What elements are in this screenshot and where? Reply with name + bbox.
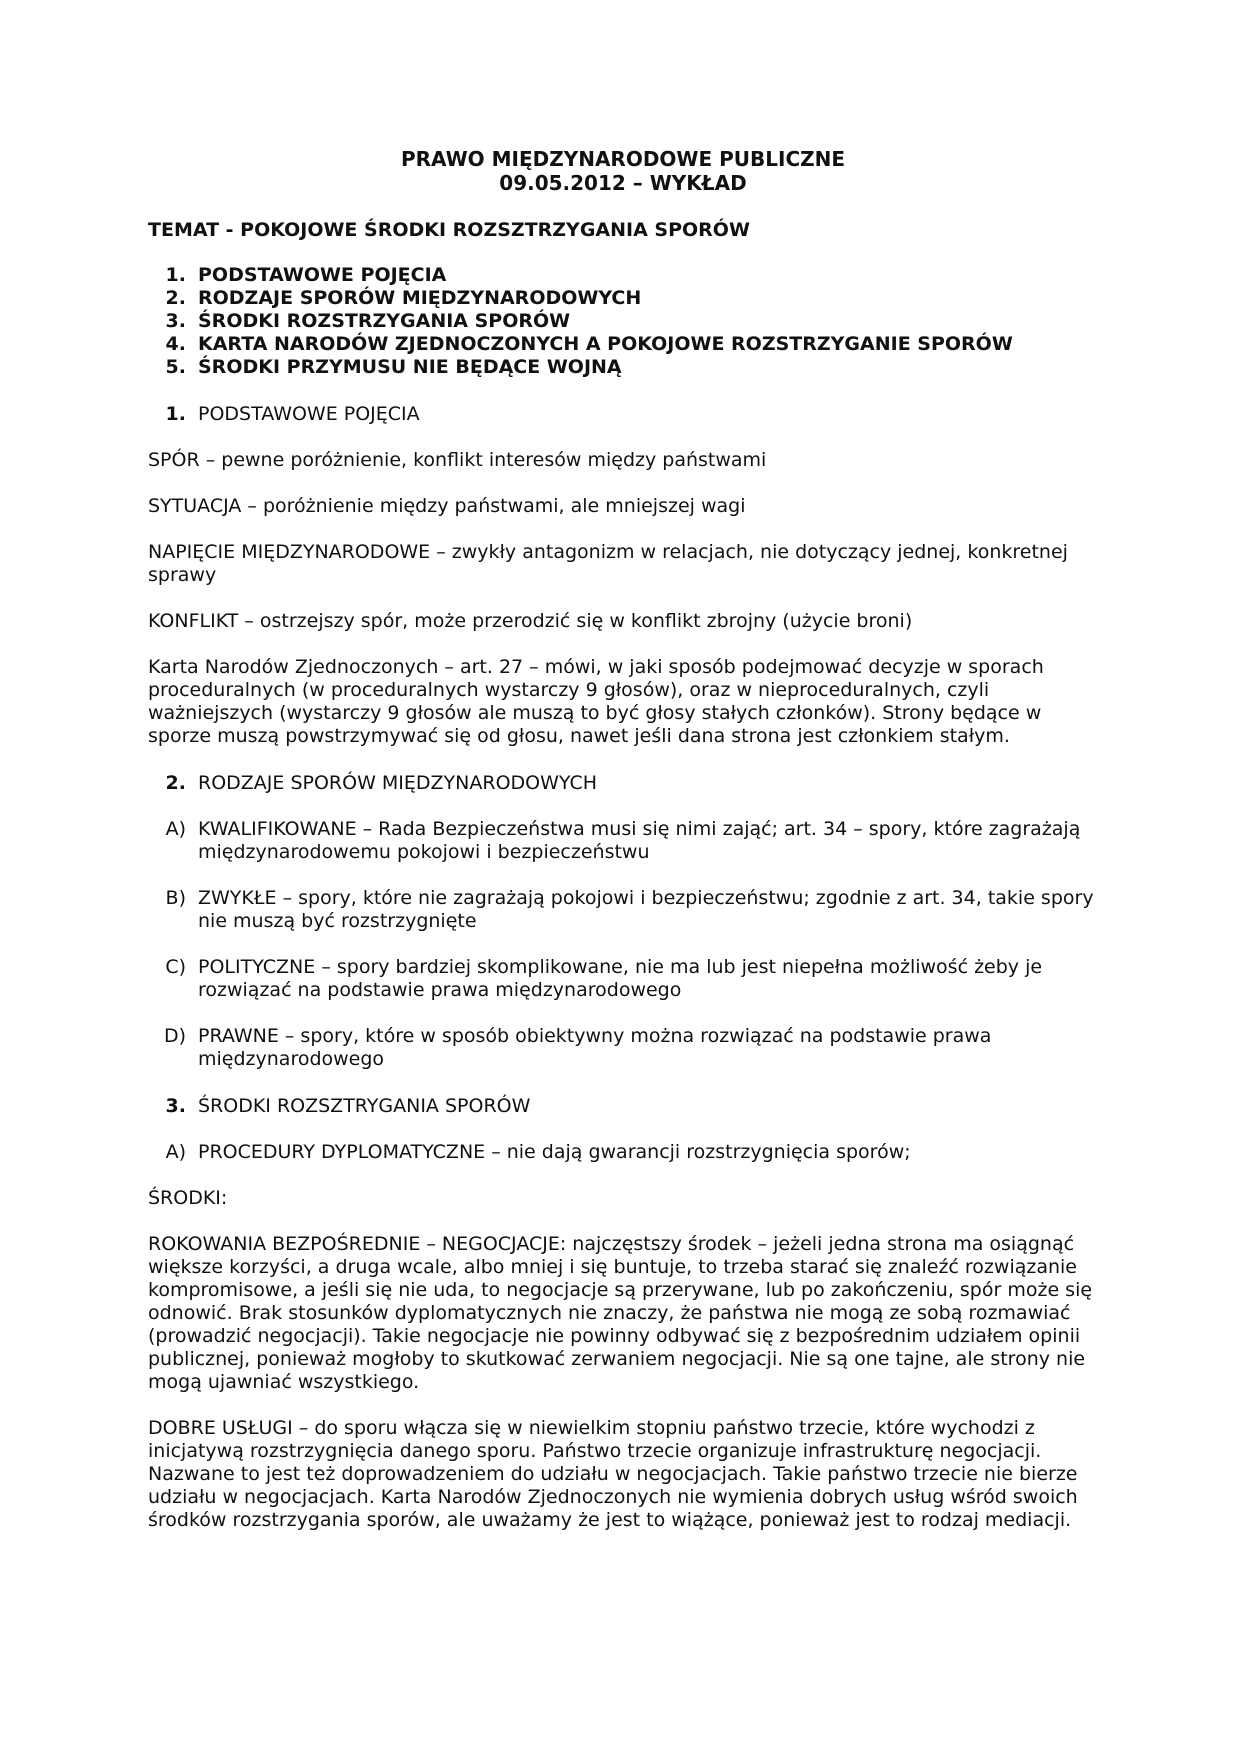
list-item [148, 887, 1098, 933]
list-letter: A) [165, 1141, 186, 1163]
toc-item [148, 333, 1098, 356]
list-text: PROCEDURY DYPLOMATYCZNE – nie dają gwarancji rozstrzygnięcia sporów; [198, 1141, 911, 1163]
section-number: 1. [165, 403, 186, 425]
list-letter: D) [163, 1025, 186, 1047]
section-heading [148, 403, 1098, 426]
list-text: KWALIFIKOWANE – Rada Bezpieczeństwa musi się nimi zająć; art. 34 – spory, które zagrażają międzynarodowemu pokojowi i bezpieczeństwu [198, 818, 1081, 863]
toc-label: PODSTAWOWE POJĘCIA [198, 264, 447, 286]
document-topic: TEMAT - POKOJOWE ŚRODKI ROZSZTRZYGANIA SPORÓW [148, 219, 750, 241]
list-letter: A) [165, 818, 186, 840]
list-item [148, 1141, 1098, 1164]
toc-number: 1. [165, 264, 186, 286]
toc-number: 4. [165, 333, 186, 355]
definition-paragraph: SPÓR – pewne poróżnienie, konflikt interesów między państwami [148, 449, 767, 471]
toc-item [148, 287, 1098, 310]
toc-label: ŚRODKI PRZYMUSU NIE BĘDĄCE WOJNĄ [198, 356, 622, 378]
list-item [148, 818, 1098, 864]
table-of-contents [148, 264, 1098, 379]
list-letter: C) [165, 956, 186, 978]
toc-number: 3. [165, 310, 186, 332]
toc-label: ŚRODKI ROZSTRZYGANIA SPORÓW [198, 310, 571, 332]
list-text: POLITYCZNE – spory bardziej skomplikowane, nie ma lub jest niepełna możliwość żeby je rozwiązać na podstawie prawa międzynarodowego [198, 956, 1043, 1001]
toc-item [148, 264, 1098, 287]
document-title: PRAWO MIĘDZYNARODOWE PUBLICZNE [400, 147, 846, 171]
list-text: PRAWNE – spory, które w sposób obiektywny można rozwiązać na podstawie prawa międzynarodowego [198, 1025, 992, 1070]
means-label: ŚRODKI: [148, 1187, 228, 1209]
toc-number: 2. [165, 287, 186, 309]
definition-paragraph: SYTUACJA – poróżnienie między państwami, ale mniejszej wagi [148, 495, 746, 517]
section-title: ŚRODKI ROZSZTRYGANIA SPORÓW [198, 1095, 531, 1117]
toc-item [148, 310, 1098, 333]
section-number: 2. [165, 772, 186, 794]
list-item [148, 1025, 1098, 1071]
toc-item [148, 356, 1098, 379]
body-paragraph: Karta Narodów Zjednoczonych – art. 27 – mówi, w jaki sposób podejmować decyzje w sporach proceduralnych (w proceduralnych wystarczy 9 głosów), oraz w nieproceduralnych, czyli ważniejszych (wystarczy 9 głosów ale muszą to być głosy stałych członków). Strony będące w sporze muszą powstrzymywać się od głosu, nawet jeśli dana strona jest członkiem stałym. [148, 656, 1044, 747]
section-title: PODSTAWOWE POJĘCIA [198, 403, 420, 425]
list-item [148, 956, 1098, 1002]
definition-paragraph: NAPIĘCIE MIĘDZYNARODOWE – zwykły antagonizm w relacjach, nie dotyczący jednej, konkretnej sprawy [148, 541, 1068, 586]
toc-label: RODZAJE SPORÓW MIĘDZYNARODOWYCH [198, 287, 642, 309]
section-heading [148, 772, 1098, 795]
list-text: ZWYKŁE – spory, które nie zagrażają pokojowi i bezpieczeństwu; zgodnie z art. 34, takie spory nie muszą być rozstrzygnięte [198, 887, 1094, 932]
section-title: RODZAJE SPORÓW MIĘDZYNARODOWYCH [198, 772, 598, 794]
section-number: 3. [165, 1095, 186, 1117]
body-paragraph: ROKOWANIA BEZPOŚREDNIE – NEGOCJACJE: najczęstszy środek – jeżeli jedna strona ma osiągnąć większe korzyści, a druga wcale, albo mniej i się buntuje, to trzeba starać się znaleźć rozwiązanie kompromisowe, a jeśli się nie uda, to negocjacje są przerywane, lub po zakończeniu, spór może się odnowić. Brak stosunków dyplomatycznych nie znaczy, że państwa nie mogą ze sobą rozmawiać (prowadzić negocjacji). Takie negocjacje nie powinny odbywać się z bezpośrednim udziałem opinii publicznej, ponieważ mogłoby to skutkować zerwaniem negocjacji. Nie są one tajne, ale strony nie mogą ujawniać wszystkiego. [148, 1233, 1093, 1393]
document-content [148, 147, 1098, 1532]
list-letter: B) [165, 887, 186, 909]
body-paragraph: DOBRE USŁUGI – do sporu włącza się w niewielkim stopniu państwo trzecie, które wychodzi z inicjatywą rozstrzygnięcia danego sporu. Państwo trzecie organizuje infrastrukturę negocjacji. Nazwane to jest też doprowadzeniem do udziału w negocjacjach. Takie państwo trzecie nie bierze udziału w negocjacjach. Karta Narodów Zjednoczonych nie wymienia dobrych usług wśród swoich środków rozstrzygania sporów, ale uważamy że jest to wiążące, ponieważ jest to rodzaj mediacji. [148, 1417, 1078, 1531]
toc-label: KARTA NARODÓW ZJEDNOCZONYCH A POKOJOWE ROZSTRZYGANIE SPORÓW [198, 333, 1013, 355]
definition-paragraph: KONFLIKT – ostrzejszy spór, może przerodzić się w konflikt zbrojny (użycie broni) [148, 610, 913, 632]
section-heading [148, 1095, 1098, 1118]
document-date: 09.05.2012 – WYKŁAD [499, 171, 747, 195]
toc-number: 5. [165, 356, 186, 378]
